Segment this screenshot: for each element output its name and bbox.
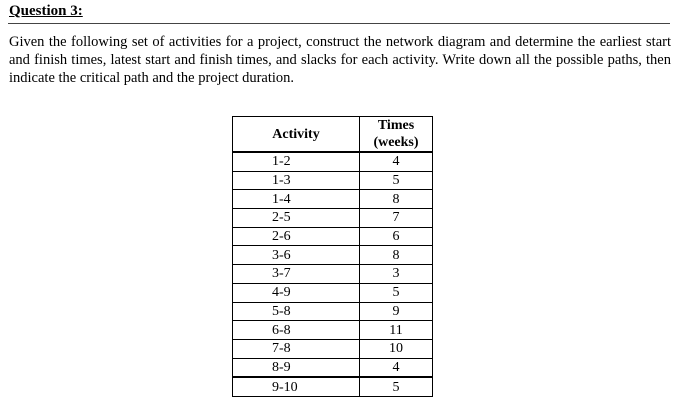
table-row (233, 339, 433, 358)
table-row (233, 302, 433, 321)
activity-cell: 6-8 (233, 321, 360, 340)
activity-cell: 7-8 (233, 339, 360, 358)
table-row (233, 377, 433, 396)
table-row (233, 152, 433, 171)
activity-cell: 5-8 (233, 302, 360, 321)
time-cell: 4 (360, 358, 433, 377)
time-cell: 6 (360, 227, 433, 246)
table-row (233, 321, 433, 340)
time-cell: 8 (360, 246, 433, 265)
times-header-line1: Times (377, 118, 415, 133)
time-cell: 8 (360, 190, 433, 209)
time-cell: 5 (360, 283, 433, 302)
question-prompt: Given the following set of activities for a project, construct the network diagram and determine the earliest start and finish times, latest start and finish times, and slacks for each activity. Write down all the possible paths, then indicate the critical path and the project duration. (9, 34, 671, 86)
time-cell: 9 (360, 302, 433, 321)
activity-times-table (232, 116, 433, 397)
time-cell: 5 (360, 171, 433, 190)
table-row (233, 265, 433, 284)
table-row (233, 190, 433, 209)
table-row (233, 246, 433, 265)
question-heading: Question 3: (9, 3, 83, 19)
table-header-row (233, 117, 433, 153)
table-row (233, 227, 433, 246)
time-cell: 10 (360, 339, 433, 358)
activity-column-header: Activity (233, 117, 360, 153)
time-cell: 11 (360, 321, 433, 340)
activity-cell: 3-6 (233, 246, 360, 265)
activity-cell: 3-7 (233, 265, 360, 284)
time-cell: 5 (360, 377, 433, 396)
time-cell: 7 (360, 209, 433, 228)
table-row (233, 358, 433, 377)
activity-cell: 1-4 (233, 190, 360, 209)
activity-cell: 2-6 (233, 227, 360, 246)
activity-cell: 8-9 (233, 358, 360, 377)
activity-table-container (232, 116, 433, 397)
time-cell: 4 (360, 152, 433, 171)
times-header-line2: (weeks) (373, 135, 419, 150)
heading-divider (8, 23, 670, 24)
activity-cell: 4-9 (233, 283, 360, 302)
table-row (233, 209, 433, 228)
table-row (233, 283, 433, 302)
activity-cell: 1-2 (233, 152, 360, 171)
time-cell: 3 (360, 265, 433, 284)
activity-cell: 9-10 (233, 377, 360, 396)
activity-cell: 1-3 (233, 171, 360, 190)
table-row (233, 171, 433, 190)
activity-cell: 2-5 (233, 209, 360, 228)
times-column-header (360, 117, 433, 153)
